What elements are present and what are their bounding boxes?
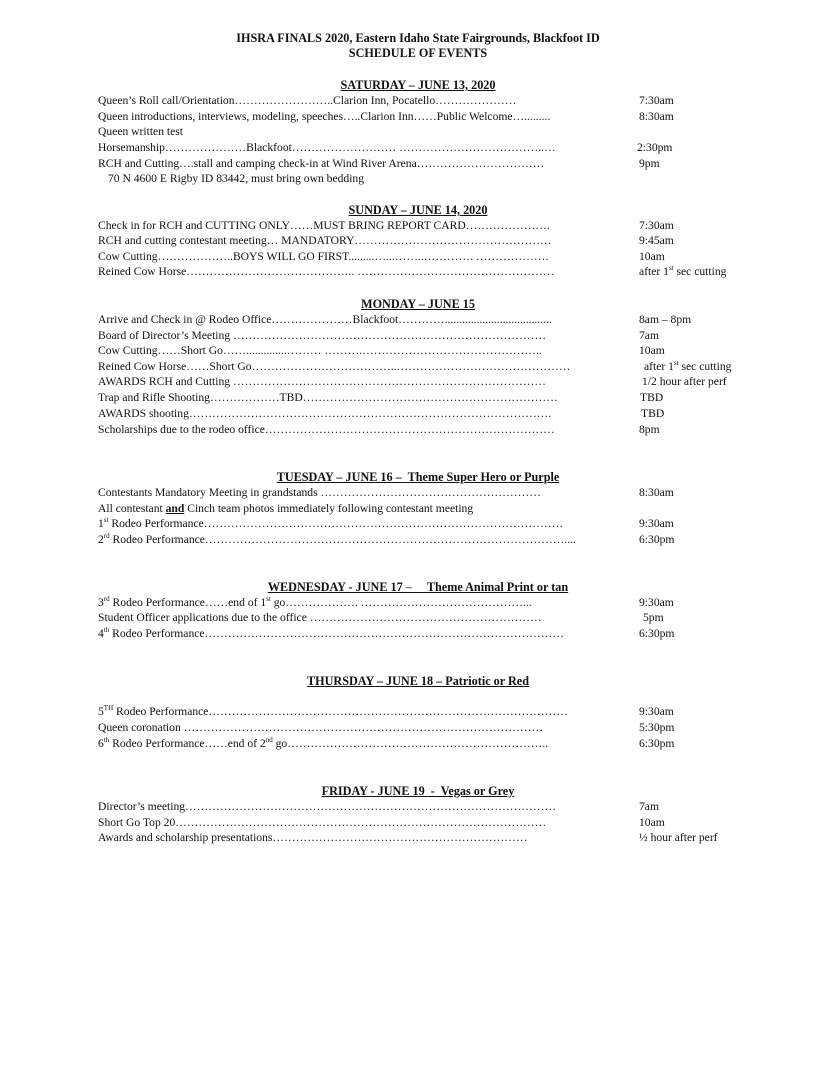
fri-time-2: 10am <box>639 816 665 829</box>
tue-row-1: Contestants Mandatory Meeting in grandstands ………………………………………………… <box>98 486 541 499</box>
thu-time-1: 9:30am <box>639 705 674 718</box>
thu-row-1: 5TH Rodeo Performance………………………………………………………………………………… <box>98 704 568 718</box>
mon-time-7: TBD <box>641 407 665 420</box>
sun-row-1: Check in for RCH and CUTTING ONLY……MUST BRING REPORT CARD…………………. <box>98 219 550 232</box>
sun-time-3: 10am <box>639 250 665 263</box>
sun-row-4: Reined Cow Horse…………………………………….. …………………………………………… <box>98 265 555 278</box>
mon-time-1: 8am – 8pm <box>639 313 692 326</box>
thu-time-3: 6:30pm <box>639 737 675 750</box>
sat-row-4: Horsemanship…………………Blackfoot……………………… ………………………………..… <box>98 141 556 154</box>
sunday-heading: SUNDAY – JUNE 14, 2020 <box>348 203 488 217</box>
sat-time-2: 8:30am <box>639 110 674 123</box>
mon-time-3: 10am <box>639 344 665 357</box>
mon-time-6: TBD <box>640 391 664 404</box>
mon-row-8: Scholarships due to the rodeo office………………………………………………………………… <box>98 423 555 436</box>
mon-row-2: Board of Director’s Meeting ……………………………………………………………………… <box>98 329 547 342</box>
saturday-heading: SATURDAY – JUNE 13, 2020 <box>340 78 496 92</box>
thu-row-3: 6th Rodeo Performance……end of 2nd go………………………………………………………….. <box>98 736 549 750</box>
mon-row-5: AWARDS RCH and Cutting ……………………………………………………………………… <box>98 375 547 388</box>
thursday-heading: THURSDAY – JUNE 18 – Patriotic or Red <box>307 674 529 688</box>
mon-row-3: Cow Cutting……Short Go……..............……… ……….……………………………………….. <box>98 344 542 357</box>
wed-row-1: 3rd Rodeo Performance……end of 1st go………………. ……………………………………... <box>98 595 532 609</box>
fri-time-3: ½ hour after perf <box>639 831 718 844</box>
sun-time-1: 7:30am <box>639 219 674 232</box>
sat-row-1: Queen’s Roll call/Orientation……………………..Clarion Inn, Pocatello………………… <box>98 94 517 107</box>
mon-time-4: after 1st sec cutting <box>644 359 732 373</box>
tue-time-1: 8:30am <box>639 486 674 499</box>
sun-row-3: Cow Cutting………………..BOYS WILL GO FIRST.........…...……..…………. ………………. <box>98 250 549 263</box>
sun-row-2: RCH and cutting contestant meeting… MANDATORY…………………………………………… <box>98 234 552 247</box>
fri-time-1: 7am <box>639 800 659 813</box>
friday-heading: FRIDAY - JUNE 19 - Vegas or Grey <box>321 784 515 798</box>
wed-row-3: 4th Rodeo Performance………………………………………………………………………………… <box>98 626 564 640</box>
document-title: IHSRA FINALS 2020, Eastern Idaho State Fairgrounds, Blackfoot ID <box>236 31 600 45</box>
wed-time-1: 9:30am <box>639 596 674 609</box>
mon-row-6: Trap and Rifle Shooting………………TBD………………………………………………………… <box>98 391 558 404</box>
thu-time-2: 5:30pm <box>639 721 675 734</box>
mon-time-8: 8pm <box>639 423 660 436</box>
mon-time-2: 7am <box>639 329 659 342</box>
tue-row-3: 1st Rodeo Performance………………………………………………………………………………… <box>98 516 564 530</box>
sat-time-1: 7:30am <box>639 94 674 107</box>
sat-row-5: RCH and Cutting….stall and camping check-in at Wind River Arena…………………………… <box>98 157 545 170</box>
wednesday-heading: WEDNESDAY - JUNE 17 – Theme Animal Print or tan <box>267 580 569 594</box>
tue-row-4: 2rd Rodeo Performance………………………………………………………………………………….... <box>98 532 576 546</box>
tue-row-2: All contestant and Cinch team photos immediately following contestant meeting <box>98 502 474 515</box>
mon-row-1: Arrive and Check in @ Rodeo Office…………………Blackfoot…………..................................... <box>98 313 552 326</box>
mon-row-4: Reined Cow Horse……Short Go………………………………..……………………………………… <box>98 360 571 373</box>
thu-row-2: Queen coronation ………………………………………………………………………………… <box>98 721 544 734</box>
mon-row-7: AWARDS shooting…………………………………………………………………………………. <box>98 407 552 420</box>
tue-time-4: 6:30pm <box>639 533 675 546</box>
sat-row-6: 70 N 4600 E Rigby ID 83442, must bring own bedding <box>108 172 365 185</box>
fri-row-3: Awards and scholarship presentations………………………………………………………… <box>98 831 528 844</box>
monday-heading: MONDAY – JUNE 15 <box>361 297 475 311</box>
mon-time-5: 1/2 hour after perf <box>642 375 727 388</box>
sat-row-3: Queen written test <box>98 125 183 138</box>
tue-time-3: 9:30am <box>639 517 674 530</box>
tuesday-heading: TUESDAY – JUNE 16 – Theme Super Hero or Purple <box>276 470 560 484</box>
wed-row-2: Student Officer applications due to the office …………………………………………………… <box>98 611 542 624</box>
wed-time-3: 6:30pm <box>639 627 675 640</box>
fri-row-2: Short Go Top 20…………………………………………………………………………………… <box>98 816 547 829</box>
sat-row-2: Queen introductions, interviews, modeling, speeches…..Clarion Inn……Public Welcome…......... <box>98 110 551 123</box>
fri-row-1: Director’s meeting…………………………………………………………………………………… <box>98 800 557 813</box>
sun-time-4: after 1st sec cutting <box>639 264 727 278</box>
sat-time-4: 2:30pm <box>637 141 673 154</box>
wed-time-2: 5pm <box>643 611 664 624</box>
document-subtitle: SCHEDULE OF EVENTS <box>348 46 488 60</box>
sun-time-2: 9:45am <box>639 234 674 247</box>
sat-time-5: 9pm <box>639 157 660 170</box>
